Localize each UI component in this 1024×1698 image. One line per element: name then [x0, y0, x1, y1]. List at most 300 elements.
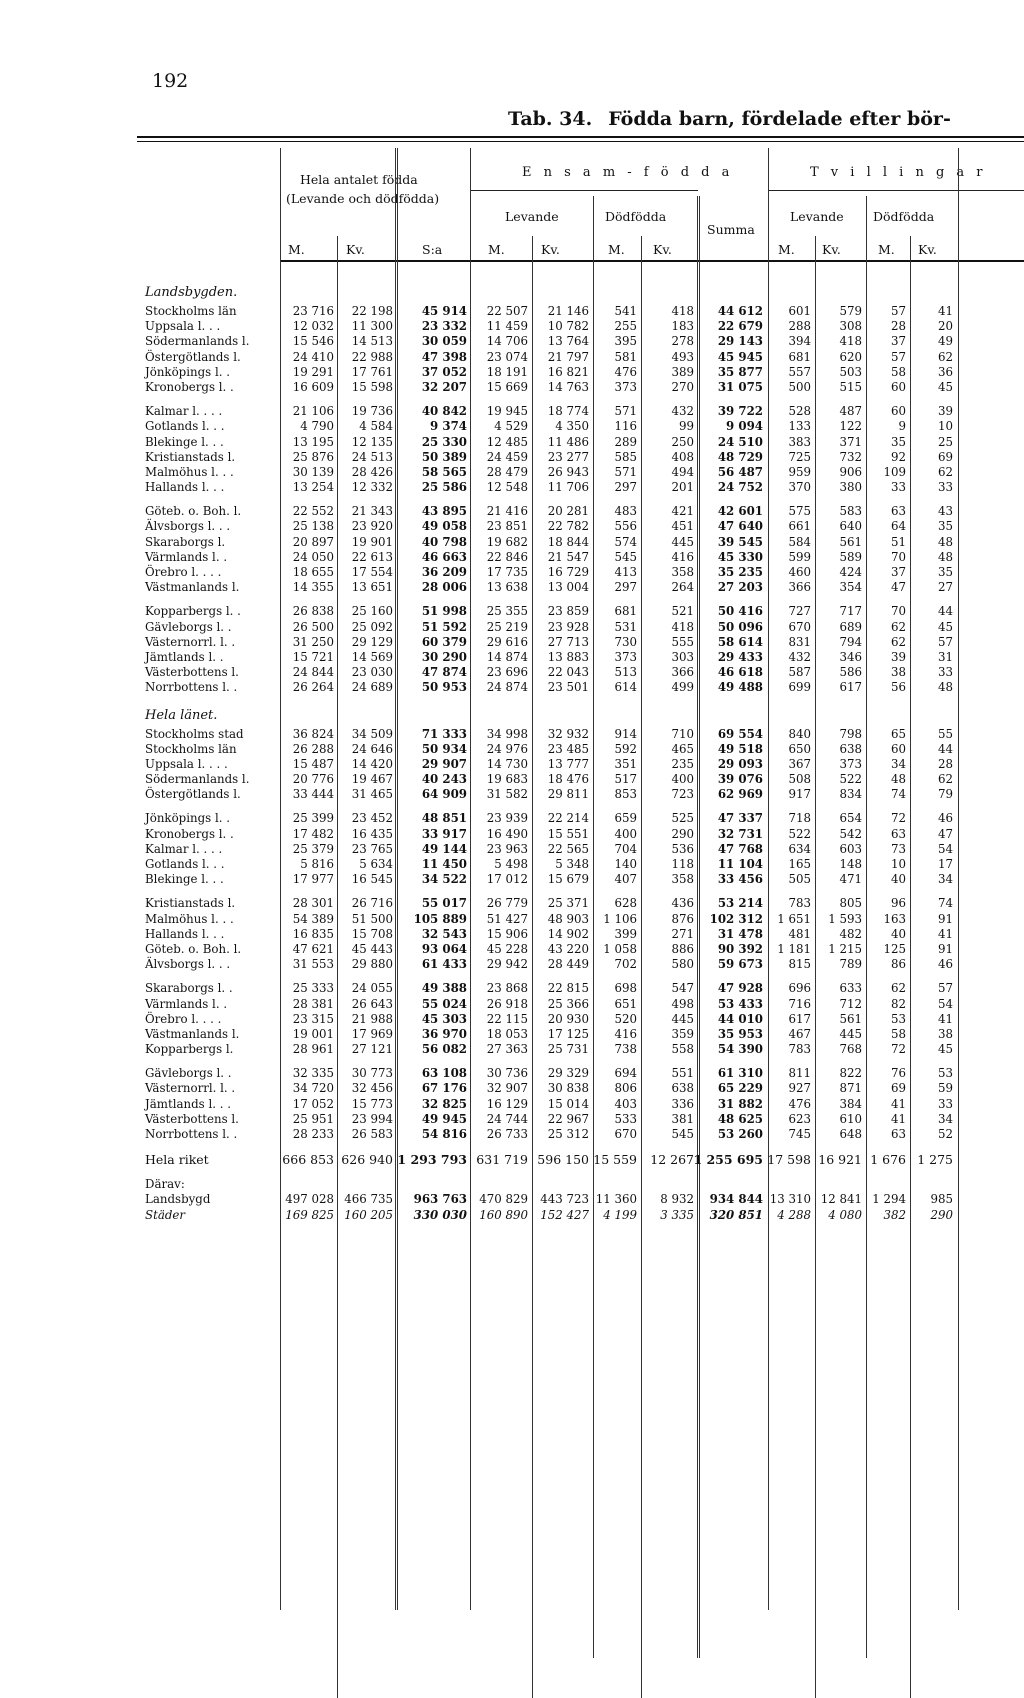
cell: 18 655: [292, 565, 334, 579]
cell: 4 584: [359, 419, 393, 434]
cell: 395: [614, 334, 637, 349]
cell: 37 052: [421, 364, 467, 379]
cell: 15 669: [486, 379, 528, 394]
cell: 12 485: [486, 434, 528, 449]
cell: 445: [839, 1026, 862, 1041]
cell: 521: [671, 604, 694, 619]
header-dod-m: M.: [608, 242, 625, 257]
cell: 22 043: [547, 665, 589, 680]
top-rule-thin: [137, 141, 1024, 142]
cell: 871: [839, 1081, 862, 1096]
cell: 482: [839, 926, 862, 941]
row-name: Kristianstads l.: [145, 449, 236, 464]
cell: 638: [839, 741, 862, 756]
cell: 445: [671, 534, 694, 549]
cell: 27: [937, 580, 953, 595]
cell: 358: [671, 872, 694, 887]
cell: 20: [937, 319, 953, 334]
cell: 536: [671, 841, 694, 856]
cell: 52: [937, 1127, 953, 1141]
cell: 235: [671, 756, 694, 771]
cell: 28 301: [292, 896, 334, 911]
header-hela-sa: S:a: [422, 242, 443, 257]
cell: 29 143: [717, 334, 763, 349]
cell: 26 943: [547, 464, 589, 479]
cell: 34: [937, 872, 953, 887]
cell: 163: [883, 911, 906, 926]
cell: 43 895: [421, 504, 467, 519]
cell: 528: [788, 404, 811, 419]
cell: 789: [839, 957, 862, 972]
page-number: 192: [152, 70, 189, 92]
cell: 16 609: [292, 379, 334, 394]
cell: 297: [614, 480, 637, 495]
cell: 54 390: [717, 1042, 763, 1057]
cell: 424: [839, 565, 862, 579]
cell: 125: [883, 941, 906, 956]
cell: 51 427: [486, 911, 528, 926]
cell: 13 638: [486, 580, 528, 595]
cell: 91: [937, 941, 953, 956]
cell: 29 616: [486, 634, 528, 649]
cell: 34: [890, 756, 906, 771]
cell: 698: [614, 981, 637, 996]
cell: 545: [671, 1127, 694, 1141]
table-title: [508, 108, 951, 130]
cell: 738: [614, 1042, 637, 1057]
cell: 13 651: [351, 580, 393, 595]
cell: 32 335: [292, 1066, 334, 1081]
cell: 46: [937, 957, 953, 972]
cell: 522: [788, 826, 811, 841]
row-name: Gävleborgs l. .: [145, 619, 232, 634]
cell: 31 478: [717, 926, 763, 941]
row-name: Hela riket: [145, 1152, 209, 1168]
cell: 9: [898, 419, 906, 434]
cell: 69 554: [717, 726, 763, 741]
row-name: Örebro l. . . .: [145, 565, 222, 579]
cell: 19 682: [486, 534, 528, 549]
cell: 14 874: [486, 649, 528, 664]
cell: 25 366: [547, 996, 589, 1011]
table-label: Tab. 34.: [508, 108, 593, 130]
cell: 64: [890, 519, 906, 534]
table-row: [137, 680, 1024, 695]
cell: 794: [839, 634, 862, 649]
cell: 465: [671, 741, 694, 756]
cell: 45: [937, 619, 953, 634]
row-name: Gävleborgs l. .: [145, 1066, 232, 1081]
cell: 63: [890, 826, 906, 841]
cell: 23 074: [486, 349, 528, 364]
cell: 288: [788, 319, 811, 334]
cell: 815: [788, 957, 811, 972]
cell: 13 004: [547, 580, 589, 595]
table-row: [137, 435, 1024, 450]
cell: 371: [839, 434, 862, 449]
cell: 53 433: [717, 996, 763, 1011]
cell: 51 592: [421, 619, 467, 634]
top-rule: [137, 136, 1024, 138]
cell: 14 513: [351, 334, 393, 349]
cell: 330 030: [413, 1207, 467, 1222]
cell: 367: [788, 756, 811, 771]
cell: 46 618: [717, 665, 763, 680]
cell: 21 988: [351, 1011, 393, 1026]
cell: 25 379: [292, 841, 334, 856]
cell: 633: [839, 981, 862, 996]
table-row: [137, 550, 1024, 565]
table-row: [137, 465, 1024, 480]
cell: 596 150: [537, 1152, 589, 1168]
cell: 48 625: [717, 1111, 763, 1126]
cell: 32 543: [421, 926, 467, 941]
cell: 23 928: [547, 619, 589, 634]
cell: 47 928: [717, 981, 763, 996]
cell: 51 500: [351, 911, 393, 926]
cell: 366: [788, 580, 811, 595]
cell: 25 586: [421, 480, 467, 495]
cell: 783: [788, 1042, 811, 1057]
cell: 22 846: [486, 549, 528, 564]
cell: 290: [671, 826, 694, 841]
cell: 28: [890, 319, 906, 334]
cell: 45 303: [421, 1011, 467, 1026]
cell: 41: [890, 1111, 906, 1126]
cell: 370: [788, 480, 811, 495]
cell: 579: [839, 304, 862, 318]
cell: 23 765: [351, 841, 393, 856]
cell: 26 643: [351, 996, 393, 1011]
row-name: Städer: [145, 1207, 186, 1222]
cell: 666 853: [282, 1152, 334, 1168]
table-row: [137, 1208, 1024, 1223]
row-name: Hallands l. . .: [145, 926, 225, 941]
cell: 358: [671, 565, 694, 579]
cell: 50 953: [421, 680, 467, 695]
row-name: Örebro l. . . .: [145, 1011, 222, 1026]
cell: 19 467: [351, 772, 393, 787]
cell: 45 228: [486, 941, 528, 956]
cell: 840: [788, 726, 811, 741]
header-lev-kv: Kv.: [541, 242, 560, 257]
cell: 834: [839, 787, 862, 802]
cell: 41: [937, 304, 953, 318]
cell: 45: [937, 1042, 953, 1057]
table-row: [137, 504, 1024, 519]
cell: 69: [937, 449, 953, 464]
cell: 702: [614, 957, 637, 972]
cell: 56: [890, 680, 906, 695]
table-row: [137, 620, 1024, 635]
cell: 55 024: [421, 996, 467, 1011]
cell: 351: [614, 756, 637, 771]
cell: 4 529: [494, 419, 528, 434]
cell: 24 744: [486, 1111, 528, 1126]
cell: 90 392: [717, 941, 763, 956]
cell: 28 449: [547, 957, 589, 972]
cell: 11 706: [547, 480, 589, 495]
cell: 520: [614, 1011, 637, 1026]
row-name: Blekinge l. . .: [145, 872, 224, 887]
cell: 65 229: [717, 1081, 763, 1096]
cell: 122: [839, 419, 862, 434]
table-row: [137, 1012, 1024, 1027]
cell: 26 733: [486, 1127, 528, 1141]
cell: 22 198: [351, 304, 393, 318]
cell: 4 288: [777, 1207, 811, 1222]
cell: 29 942: [486, 957, 528, 972]
cell: 27 121: [351, 1042, 393, 1057]
cell: 58: [890, 1026, 906, 1041]
header-hela-m: M.: [288, 242, 305, 257]
row-name: Kronobergs l. .: [145, 826, 234, 841]
row-name: Blekinge l. . .: [145, 434, 224, 449]
cell: 53: [937, 1066, 953, 1081]
cell: 21 416: [486, 504, 528, 519]
cell: 26 918: [486, 996, 528, 1011]
cell: 58: [890, 364, 906, 379]
cell: 152 427: [540, 1207, 589, 1222]
cell: 29 329: [547, 1066, 589, 1081]
cell: 11 300: [351, 319, 393, 334]
cell: 43 220: [547, 941, 589, 956]
cell: 494: [671, 464, 694, 479]
cell: 25 330: [421, 434, 467, 449]
cell: 41: [937, 1011, 953, 1026]
header-tvilling: T v i l l i n g a r: [810, 165, 987, 180]
cell: 23 030: [351, 665, 393, 680]
cell: 45: [937, 379, 953, 394]
cell: 99: [678, 419, 694, 434]
cell: 40: [890, 872, 906, 887]
cell: 21 106: [292, 404, 334, 419]
cell: 16 129: [486, 1096, 528, 1111]
table-row: [137, 1112, 1024, 1127]
cell: 710: [671, 726, 694, 741]
cell: 33: [937, 480, 953, 495]
row-name: Norrbottens l. .: [145, 1127, 238, 1141]
cell: 11 486: [547, 434, 589, 449]
tvilling-rule: [768, 190, 1024, 191]
row-name: Östergötlands l.: [145, 787, 241, 802]
cell: 24 410: [292, 349, 334, 364]
cell: 466 735: [344, 1192, 393, 1207]
cell: 24 976: [486, 741, 528, 756]
cell: 587: [788, 665, 811, 680]
cell: 26 500: [292, 619, 334, 634]
cell: 30 139: [292, 464, 334, 479]
section-title: Hela länet.: [145, 707, 218, 723]
cell: 17 598: [767, 1152, 811, 1168]
cell: 681: [788, 349, 811, 364]
cell: 35 953: [717, 1026, 763, 1041]
cell: 914: [614, 726, 637, 741]
cell: 8 932: [660, 1192, 694, 1207]
cell: 49 144: [421, 841, 467, 856]
cell: 160 205: [344, 1207, 393, 1222]
cell: 30 838: [547, 1081, 589, 1096]
cell: 44: [937, 741, 953, 756]
cell: 383: [788, 434, 811, 449]
cell: 55 017: [421, 896, 467, 911]
cell: 13 764: [547, 334, 589, 349]
cell: 44 010: [717, 1011, 763, 1026]
cell: 49 058: [421, 519, 467, 534]
cell: 483: [614, 504, 637, 519]
group-gap: [137, 595, 1024, 604]
cell: 24 752: [717, 480, 763, 495]
cell: 12 548: [486, 480, 528, 495]
cell: 23 859: [547, 604, 589, 619]
cell: 436: [671, 896, 694, 911]
cell: 33 444: [292, 787, 334, 802]
cell: 50 416: [717, 604, 763, 619]
row-name: Malmöhus l. . .: [145, 464, 234, 479]
cell: 24 510: [717, 434, 763, 449]
cell: 44 612: [717, 304, 763, 318]
cell: 586: [839, 665, 862, 680]
cell: 11 360: [595, 1192, 637, 1207]
cell: 297: [614, 580, 637, 595]
cell: 634: [788, 841, 811, 856]
cell: 46 663: [421, 549, 467, 564]
table-row: [137, 842, 1024, 857]
cell: 531: [614, 619, 637, 634]
row-name: Hallands l. . .: [145, 480, 225, 495]
cell: 10: [890, 857, 906, 871]
cell: 58 565: [421, 464, 467, 479]
cell: 60 379: [421, 634, 467, 649]
table-row: [137, 872, 1024, 887]
row-name: Värmlands l. .: [145, 996, 228, 1011]
cell: 29 907: [421, 756, 467, 771]
cell: 15 721: [292, 649, 334, 664]
cell: 17 052: [292, 1096, 334, 1111]
cell: 886: [671, 941, 694, 956]
row-name: Kristianstads l.: [145, 896, 236, 911]
cell: 61 433: [421, 957, 467, 972]
cell: 23 315: [292, 1011, 334, 1026]
cell: 21 343: [351, 504, 393, 519]
cell: 133: [788, 419, 811, 434]
cell: 42 601: [717, 504, 763, 519]
cell: 906: [839, 464, 862, 479]
group-gap: [137, 395, 1024, 404]
cell: 5 348: [555, 857, 589, 871]
table-row: [137, 480, 1024, 495]
cell: 62: [937, 464, 953, 479]
cell: 620: [839, 349, 862, 364]
row-name: Kronobergs l. .: [145, 379, 234, 394]
cell: 74: [937, 896, 953, 911]
cell: 716: [788, 996, 811, 1011]
cell: 806: [614, 1081, 637, 1096]
cell: 500: [788, 379, 811, 394]
row-name: Västernorrl. l. .: [145, 634, 236, 649]
table-row: [137, 535, 1024, 550]
cell: 9 374: [430, 419, 467, 434]
cell: 40 798: [421, 534, 467, 549]
cell: 169 825: [285, 1207, 334, 1222]
cell: 64 909: [421, 787, 467, 802]
row-name: Kopparbergs l. .: [145, 604, 241, 619]
cell: 16 921: [818, 1152, 862, 1168]
table-row: [137, 604, 1024, 619]
cell: 23 963: [486, 841, 528, 856]
cell: 670: [788, 619, 811, 634]
cell: 1 676: [870, 1152, 906, 1168]
header-hela-line1: Hela antalet födda: [300, 172, 418, 187]
table-row: [137, 404, 1024, 419]
row-name: Stockholms stad: [145, 726, 244, 741]
cell: 47: [937, 826, 953, 841]
cell: 31 553: [292, 957, 334, 972]
cell: 717: [839, 604, 862, 619]
cell: 585: [614, 449, 637, 464]
cell: 15 487: [292, 756, 334, 771]
cell: 24 646: [351, 741, 393, 756]
row-name: Norrbottens l. .: [145, 680, 238, 695]
cell: 49: [937, 334, 953, 349]
cell: 640: [839, 519, 862, 534]
cell: 493: [671, 349, 694, 364]
row-name: Kalmar l. . . .: [145, 404, 223, 419]
cell: 15 708: [351, 926, 393, 941]
cell: 517: [614, 772, 637, 787]
cell: 109: [883, 464, 906, 479]
cell: 4 199: [603, 1207, 637, 1222]
cell: 19 683: [486, 772, 528, 787]
cell: 25 219: [486, 619, 528, 634]
cell: 67 176: [421, 1081, 467, 1096]
row-name: Gotlands l. . .: [145, 419, 225, 434]
table-row: [137, 896, 1024, 911]
cell: 805: [839, 896, 862, 911]
cell: 421: [671, 504, 694, 519]
cell: 416: [671, 549, 694, 564]
table-row: [137, 727, 1024, 742]
cell: 12 267: [650, 1152, 694, 1168]
cell: 48 729: [717, 449, 763, 464]
cell: 1 275: [917, 1152, 953, 1168]
cell: 26 838: [292, 604, 334, 619]
cell: 18 774: [547, 404, 589, 419]
cell: 381: [671, 1111, 694, 1126]
cell: 72: [890, 1042, 906, 1057]
cell: 92: [890, 449, 906, 464]
cell: 1 294: [872, 1192, 906, 1207]
cell: 140: [614, 857, 637, 871]
header-ensam-dodfodda: Dödfödda: [605, 209, 667, 224]
cell: 659: [614, 811, 637, 826]
cell: 19 291: [292, 364, 334, 379]
cell: 37: [890, 565, 906, 579]
cell: 54 816: [421, 1127, 467, 1141]
cell: 513: [614, 665, 637, 680]
cell: 23 485: [547, 741, 589, 756]
cell: 21 146: [547, 304, 589, 318]
cell: 24 513: [351, 449, 393, 464]
cell: 12 032: [292, 319, 334, 334]
cell: 22 214: [547, 811, 589, 826]
row-name: Östergötlands l.: [145, 349, 241, 364]
cell: 40 243: [421, 772, 467, 787]
cell: 16 490: [486, 826, 528, 841]
cell: 28: [937, 756, 953, 771]
cell: 62: [890, 619, 906, 634]
section-title: Landsbygden.: [145, 285, 238, 300]
